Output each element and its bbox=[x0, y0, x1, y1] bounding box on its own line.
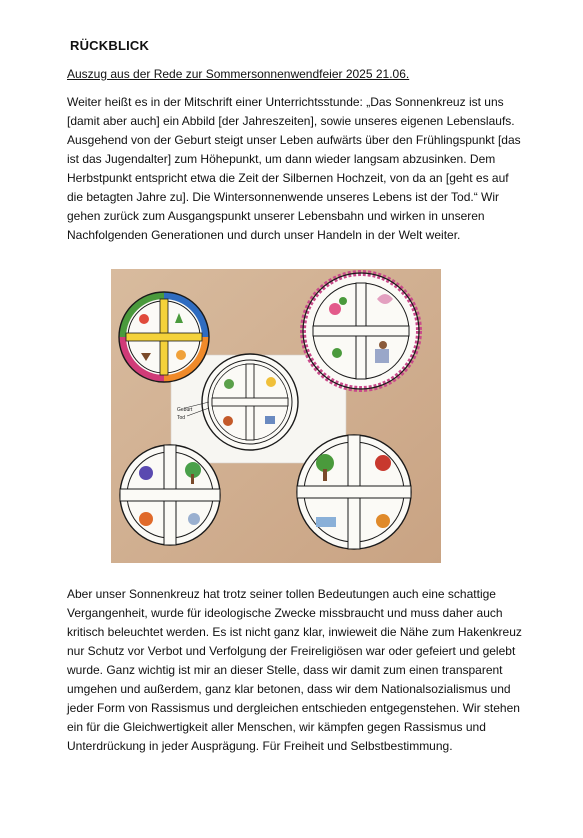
paragraph-1: Weiter heißt es in der Mitschrift einer Unterrichtsstunde: „Das Sonnenkreuz ist uns [damit aber auch] ein Abbild [der Jahreszeiten], sowie unseres eigenen Lebenslaufs. Ausgehend von der Geburt steigt unser Leben aufwärts über den Frühlingspunkt [das ist das Jugendalter] zum Höhepunkt, um dann wieder langsam abzusinken. Dem Herbstpunkt entspricht etwa die Zeit der Silbernen Hochzeit, von da an [geht es auf die betagten Jahre zu]. Die Wintersonnenwende unseres Lebens ist der Tod.“ Wir gehen zurück zum Ausgangspunkt unserer Lebensbahn und wirken in unseren Nachfolgenden Generationen und durch unser Handeln in der Welt weiter. bbox=[67, 95, 521, 242]
speech-subheading: Auszug aus der Rede zur Sommersonnenwendfeier 2025 21.06. bbox=[67, 67, 410, 81]
sun-cross-disc-colorful bbox=[119, 292, 209, 382]
label-death: Tod bbox=[177, 415, 186, 421]
sun-cross-disc-dated bbox=[297, 435, 411, 549]
document-heading: RÜCKBLICK bbox=[70, 38, 150, 53]
sun-cross-disc-patterned bbox=[303, 273, 419, 389]
label-birth: Geburt bbox=[177, 407, 193, 413]
sun-cross-photo bbox=[111, 269, 441, 563]
sun-cross-disc-seasons bbox=[120, 445, 220, 545]
paragraph-2: Aber unser Sonnenkreuz hat trotz seiner tollen Bedeutungen auch eine schattige Vergangenheit, wurde für ideologische Zwecke missbraucht und muss daher auch kritisch beleuchtet werden. Es ist nicht ganz klar, inwieweit die Nähe zum Hakenkreuz nur Schutz vor Verbot und Verfolgung der Freireligiösen war oder gefeiert und gelebt wurde. Ganz wichtig ist mir an dieser Stelle, dass wir damit zum einen transparent umgehen und außerdem, ganz klar betonen, dass wir dem Nationalsozialismus und jeder Form von Rassismus und dergleichen entschieden entgegenstehen. Wir stehen ein für die Gleichwertigkeit aller Menschen, wir kämpfen gegen Rassismus und Unterdrückung in jeder Ausprägung. Für Freiheit und Selbstbestimmung. bbox=[67, 587, 522, 753]
